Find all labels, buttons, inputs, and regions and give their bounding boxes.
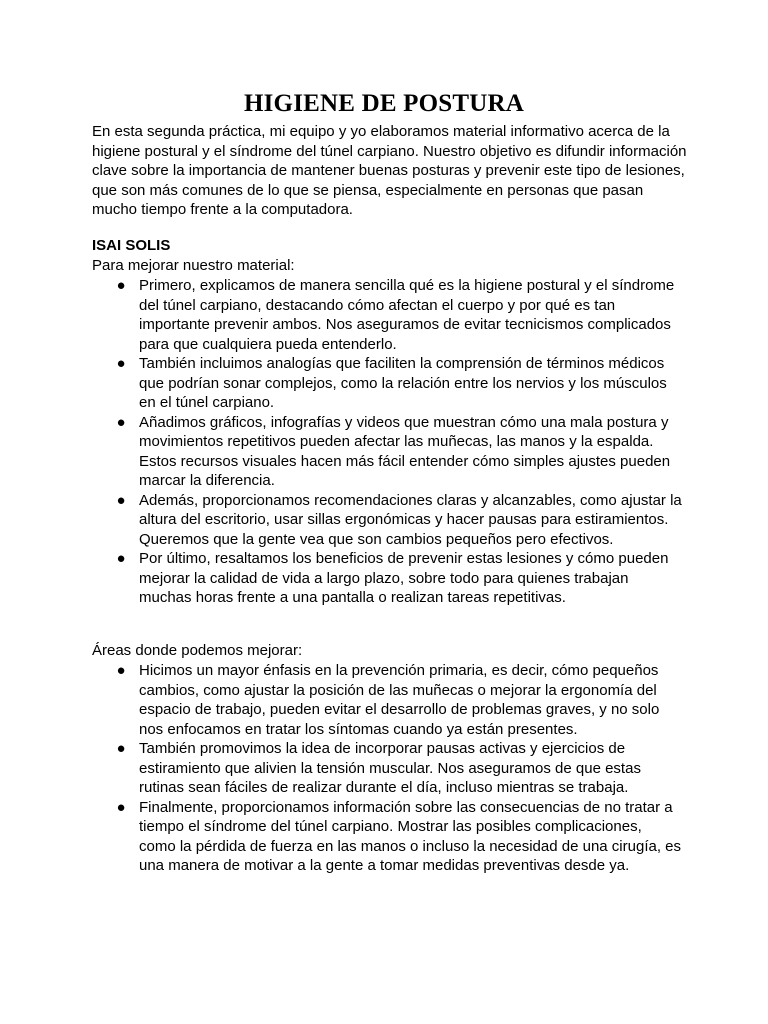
bullet-icon: ● [116, 355, 126, 372]
list-item [92, 491, 682, 550]
list-item [92, 661, 682, 739]
list-item [92, 798, 682, 876]
bullet-icon: ● [116, 491, 126, 509]
list-item-text: Añadimos gráficos, infografías y videos que muestran cómo una mala postura y movimientos repetitivos pueden afectar las muñecas, las manos y la espalda. Estos recursos visuales hacen más fácil entender cómo simples ajustes pueden marcar la diferencia. [139, 413, 671, 489]
section1-list [92, 276, 682, 608]
intro-paragraph: En esta segunda práctica, mi equipo y yo elaboramos material informativo acerca de la higiene postural y el síndrome del túnel carpiano. Nuestro objetivo es difundir información clave sobre la importancia de mantener buenas posturas y prevenir este tipo de lesiones, que son más comunes de lo que se piensa, especialmente en personas que pasan mucho tiempo frente a la computadora. [92, 123, 687, 218]
section2-list [92, 661, 682, 876]
list-item-text: Finalmente, proporcionamos información sobre las consecuencias de no tratar a tiempo el síndrome del túnel carpiano. Mostrar las posibles complicaciones, como la pérdida de fuerza en las manos o incluso la necesidad de una cirugía, es una manera de motivar a la gente a tomar medidas preventivas desde ya. [139, 798, 681, 874]
list-item [92, 276, 682, 354]
document-title: HIGIENE DE POSTURA [243, 90, 525, 117]
list-item-text: Por último, resaltamos los beneficios de prevenir estas lesiones y cómo pueden mejorar la calidad de vida a largo plazo, sobre todo para quienes trabajan muchas horas frente a una pantalla o realizan tareas repetitivas. [139, 550, 669, 606]
bullet-icon: ● [116, 277, 126, 294]
list-item [92, 413, 682, 491]
bullet-icon: ● [116, 550, 126, 567]
list-item [92, 549, 682, 608]
list-item [92, 354, 682, 413]
author-name: ISAI SOLIS [92, 237, 171, 254]
list-item-text: También incluimos analogías que faciliten la comprensión de términos médicos que podrían sonar complejos, como la relación entre los nervios y los músculos en el túnel carpiano. [139, 355, 667, 411]
list-item-text: Hicimos un mayor énfasis en la prevención primaria, es decir, cómo pequeños cambios, como ajustar la posición de las muñecas o mejorar la ergonomía del espacio de trabajo, pueden evitar el desarrollo de problemas graves, y no solo nos enfocamos en tratar los síntomas cuando ya están presentes. [139, 662, 660, 738]
section1-lead: Para mejorar nuestro material: [92, 257, 295, 274]
bullet-icon: ● [116, 662, 126, 679]
list-item-text: También promovimos la idea de incorporar pausas activas y ejercicios de estiramiento que alivien la tensión muscular. Nos aseguramos de que estas rutinas sean fáciles de realizar durante el día, incluso mientras se trabaja. [139, 740, 641, 796]
list-item-text: Primero, explicamos de manera sencilla qué es la higiene postural y el síndrome del túnel carpiano, destacando cómo afectan el cuerpo y por qué es tan importante prevenir ambos. Nos aseguramos de evitar tecnicismos complicados para que cualquiera pueda entenderlo. [139, 277, 675, 353]
bullet-icon: ● [116, 740, 126, 757]
bullet-icon: ● [116, 413, 126, 431]
section2-lead: Áreas donde podemos mejorar: [92, 642, 303, 659]
list-item-text: Además, proporcionamos recomendaciones claras y alcanzables, como ajustar la altura del escritorio, usar sillas ergonómicas y hacer pausas para estiramientos. Queremos que la gente vea que son cambios pequeños pero efectivos. [139, 491, 682, 548]
bullet-icon: ● [116, 798, 126, 816]
list-item [92, 739, 682, 798]
